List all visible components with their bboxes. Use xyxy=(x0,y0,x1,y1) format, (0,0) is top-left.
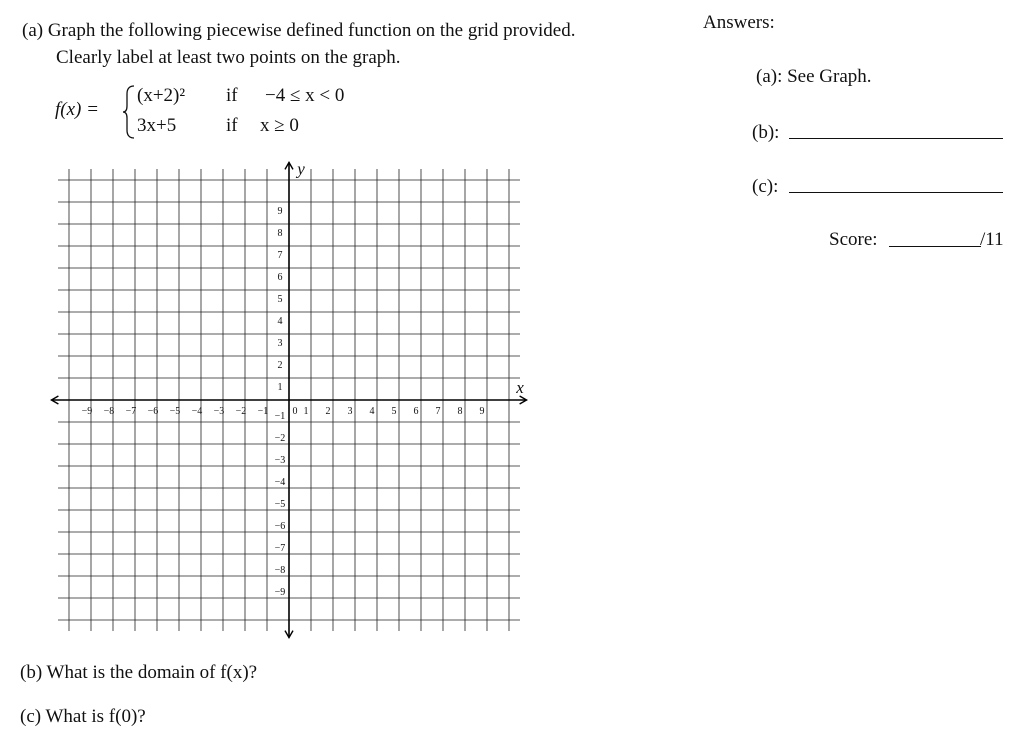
y-tick-label: 6 xyxy=(277,272,283,283)
answers-header: Answers: xyxy=(703,12,775,33)
x-tick-label: 1 xyxy=(303,406,309,417)
x-tick-label: −5 xyxy=(169,406,181,417)
x-tick-label: −8 xyxy=(103,406,115,417)
x-tick-label: −7 xyxy=(125,406,137,417)
piece2-expression: 3x+5 xyxy=(137,115,177,136)
x-tick-label: 2 xyxy=(325,406,331,417)
x-tick-label: −2 xyxy=(235,406,247,417)
x-tick-label: 8 xyxy=(457,406,463,417)
x-tick-label: 3 xyxy=(347,406,353,417)
part-b-question: (b) What is the domain of f(x)? xyxy=(20,662,258,683)
y-axis-label: y xyxy=(297,159,305,179)
x-tick-label: 4 xyxy=(369,406,375,417)
y-tick-label: 5 xyxy=(277,294,283,305)
piece2-condition: x ≥ 0 xyxy=(260,115,299,136)
x-axis-label: x xyxy=(516,378,524,397)
y-tick-label: −4 xyxy=(274,477,286,488)
y-tick-label: −9 xyxy=(274,587,286,598)
x-tick-label: −9 xyxy=(81,406,93,417)
x-tick-label: 6 xyxy=(413,406,419,417)
coordinate-grid[interactable] xyxy=(50,158,540,640)
answer-a: (a): See Graph. xyxy=(756,66,872,87)
y-tick-label: −5 xyxy=(274,499,286,510)
y-tick-label: −7 xyxy=(274,543,286,554)
y-tick-label: 1 xyxy=(277,382,283,393)
y-tick-label: 7 xyxy=(277,250,283,261)
y-tick-label: 4 xyxy=(277,316,283,327)
y-tick-label: −2 xyxy=(274,433,286,444)
score-label: Score: xyxy=(829,229,878,250)
y-tick-label: −1 xyxy=(274,411,286,422)
y-tick-label: 3 xyxy=(277,338,283,349)
part-c-question: (c) What is f(0)? xyxy=(20,706,146,727)
x-tick-label: −6 xyxy=(147,406,159,417)
function-name: f(x) = xyxy=(55,99,99,120)
origin-label: 0 xyxy=(292,406,298,417)
piece2-if: if xyxy=(226,115,238,136)
piece1-expression: (x+2)² xyxy=(137,85,186,106)
piecewise-brace xyxy=(122,84,138,140)
answer-b-blank[interactable] xyxy=(789,138,1003,139)
x-tick-label: −4 xyxy=(191,406,203,417)
y-tick-label: 2 xyxy=(277,360,283,371)
x-tick-label: 9 xyxy=(479,406,485,417)
y-tick-label: −8 xyxy=(274,565,286,576)
answer-c-blank[interactable] xyxy=(789,192,1003,193)
y-tick-label: 9 xyxy=(277,206,283,217)
piece1-if: if xyxy=(226,85,238,106)
answer-c-label: (c): xyxy=(752,176,779,197)
x-tick-label: −3 xyxy=(213,406,225,417)
y-tick-label: −6 xyxy=(274,521,286,532)
y-tick-label: −3 xyxy=(274,455,286,466)
x-tick-label: 5 xyxy=(391,406,397,417)
y-tick-label: 8 xyxy=(277,228,283,239)
part-a-line2: Clearly label at least two points on the graph. xyxy=(56,47,401,68)
x-tick-label: 7 xyxy=(435,406,441,417)
piece1-condition: −4 ≤ x < 0 xyxy=(265,85,345,106)
score-total: /11 xyxy=(980,229,1004,250)
x-tick-label: −1 xyxy=(257,406,269,417)
answer-b-label: (b): xyxy=(752,122,780,143)
part-a-line1: (a) Graph the following piecewise defined function on the grid provided. xyxy=(22,20,576,41)
score-blank[interactable] xyxy=(889,246,981,247)
